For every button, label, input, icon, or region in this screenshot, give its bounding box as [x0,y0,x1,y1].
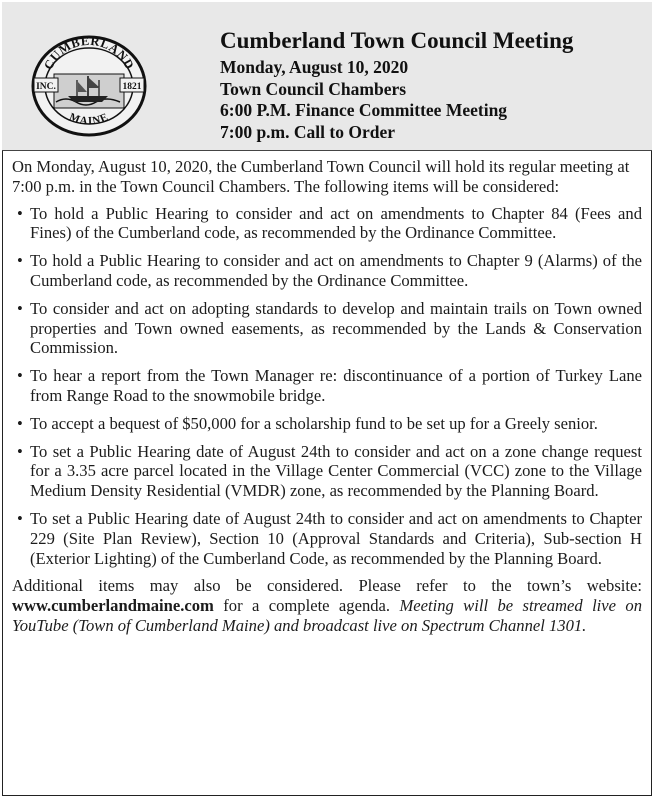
header-text [220,27,573,143]
agenda-item: • To consider and act on adopting standards to develop and maintain trails on Town owned properties and Town owned easements, as recommended by the Lands & Conservation Commission. [12,299,642,358]
header-banner [2,2,652,151]
ship-seal-icon [30,34,148,138]
closing-paragraph [12,576,642,635]
seal-left-text: INC. [36,82,56,92]
agenda-list [12,204,642,569]
notice-body [12,157,642,636]
agenda-item: • To set a Public Hearing date of August 24th to consider and act on a zone change request for a 3.35 acre parcel located in the Village Center Commercial (VCC) zone to the Village Medium Density Residential (VMDR) zone, as recommended by the Planning Board. [12,442,642,501]
call-to-order-time: 7:00 p.m. Call to Order [220,121,395,142]
meeting-date: Monday, August 10, 2020 [220,57,409,77]
agenda-item: • To hold a Public Hearing to consider and act on amendments to Chapter 9 (Alarms) of the Cumberland code, as recommended by the Ordinance Committee. [12,251,642,291]
stream-note: Meeting will be streamed live on YouTube (Town of Cumberland Maine) and broadcast live on Spectrum Channel 1301. [12,596,642,635]
website-link[interactable]: www.cumberlandmaine.com [12,596,214,616]
seal-top-text: CUMBERLAND [41,34,137,72]
seal-bottom-text: MAINE [67,111,111,128]
closing-text-before: Additional items may also be considered. Please refer to the town’s website: [12,576,642,596]
agenda-item: • To set a Public Hearing date of August 24th to consider and act on amendments to Chapter 229 (Site Plan Review), Section 10 (Approval Standards and Criteria), Sub-section H (Exterior Lighting) of the Cumberland Code, as recommended by the Planning Board. [12,509,642,568]
meeting-location: Town Council Chambers [220,78,407,99]
finance-meeting-time: 6:00 P.M. Finance Committee Meeting [220,100,508,120]
page-title: Cumberland Town Council Meeting [220,28,574,53]
seal-right-text: 1821 [122,82,142,92]
intro-paragraph: On Monday, August 10, 2020, the Cumberland Town Council will hold its regular meeting at 7:00 p.m. in the Town Council Chambers. The following items will be considered: [12,157,630,196]
closing-text-after: for a complete agenda. [213,596,400,616]
agenda-item: • To hear a report from the Town Manager re: discontinuance of a portion of Turkey Lane from Range Road to the snowmobile bridge. [12,366,642,406]
agenda-item: • To accept a bequest of $50,000 for a scholarship fund to be set up for a Greely senior. [12,414,642,434]
agenda-item: • To hold a Public Hearing to consider and act on amendments to Chapter 84 (Fees and Fines) of the Cumberland code, as recommended by the Ordinance Committee. [12,204,642,244]
